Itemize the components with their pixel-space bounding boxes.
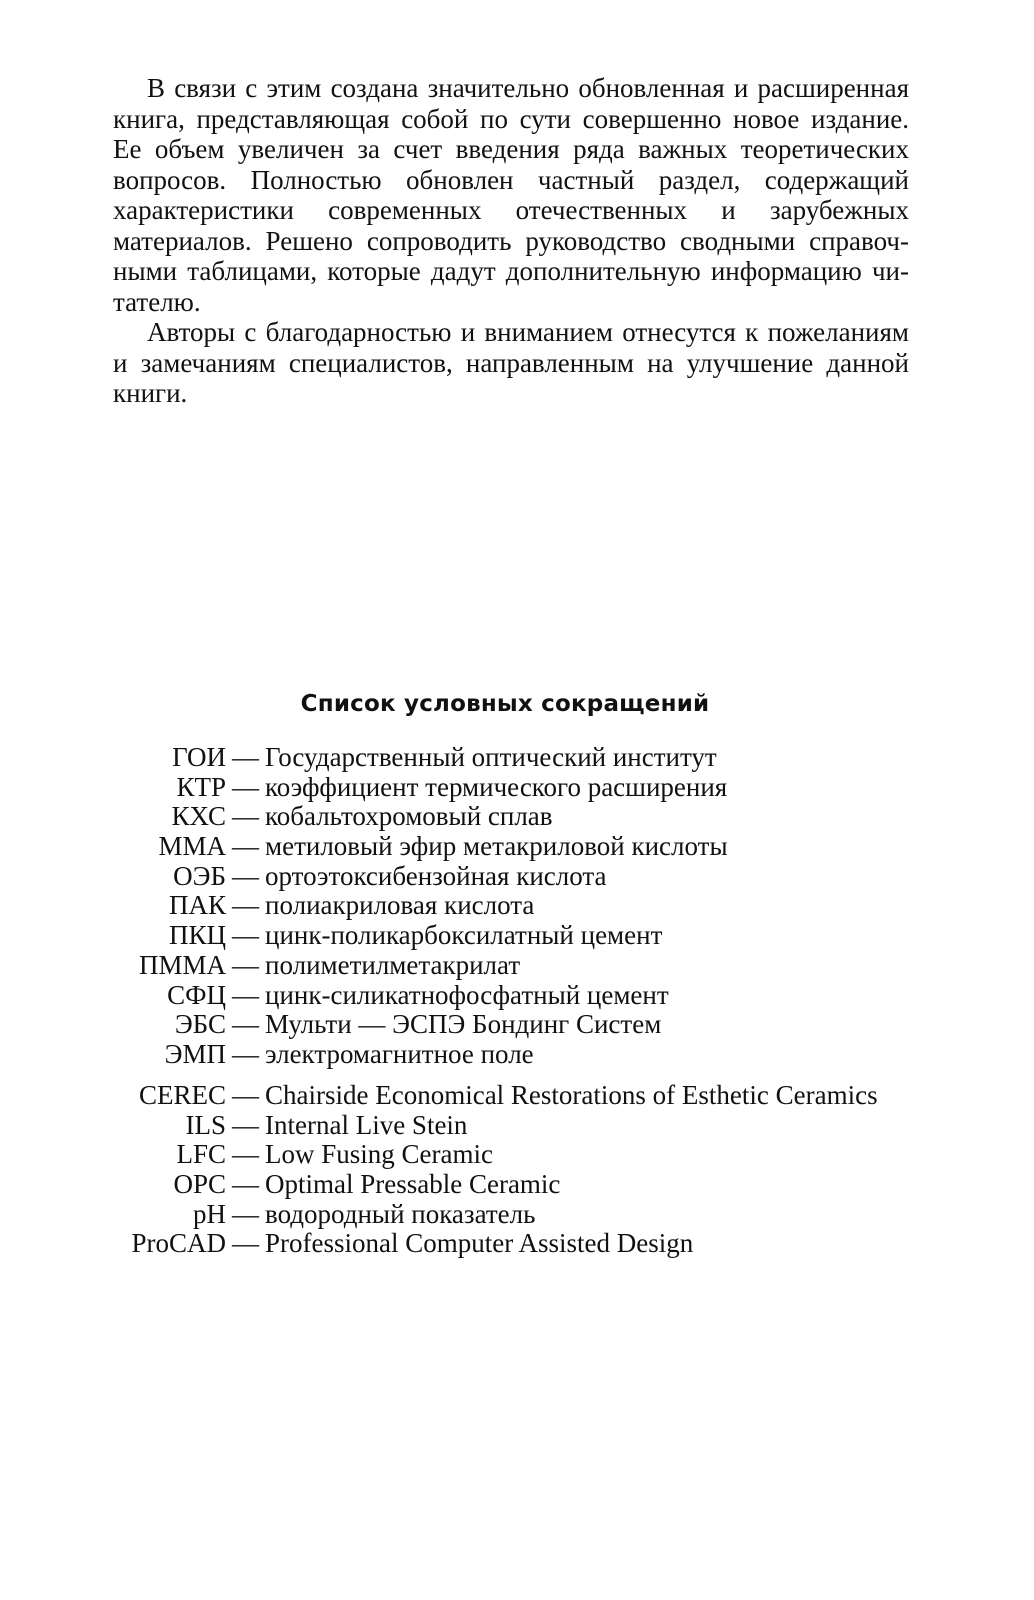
abbreviation-term: ILS bbox=[185, 1109, 226, 1140]
intro-paragraph: В связи с этим создана значительно обновленная и расширенная книга, представляющая собой по сути совершенно новое издание. Ее объем увеличен за счет введения ряда важных теоретических вопросов. Полностью обновлен частный раздел, содержащий характеристики современных отечественных и зарубежных материалов. Решено сопроводить руководство сводными справочными таблицами, которые дадут дополнительную информацию читателю. bbox=[113, 73, 909, 317]
abbreviation-dash: — bbox=[232, 1228, 259, 1259]
abbreviation-term: КТР bbox=[176, 771, 226, 802]
abbreviation-definition: полиакриловая кислота bbox=[265, 890, 535, 921]
abbreviation-entry bbox=[0, 743, 1034, 773]
abbreviation-entry bbox=[0, 1111, 1034, 1141]
abbreviation-definition: Professional Computer Assisted Design bbox=[265, 1228, 694, 1259]
abbreviation-dash: — bbox=[232, 1198, 259, 1229]
abbreviation-dash: — bbox=[232, 801, 259, 832]
abbreviation-definition: ортоэтоксибензойная кислота bbox=[265, 860, 607, 891]
abbreviation-entry bbox=[0, 1040, 1034, 1070]
abbreviation-term: ПКЦ bbox=[168, 920, 226, 951]
abbreviation-entry bbox=[0, 921, 1034, 951]
abbreviation-definition: Мульти — ЭСПЭ Бондинг Систем bbox=[265, 1009, 662, 1040]
abbreviation-entry bbox=[0, 832, 1034, 862]
abbreviation-dash: — bbox=[232, 1109, 259, 1140]
abbreviation-dash: — bbox=[232, 860, 259, 891]
abbreviation-term: СФЦ bbox=[167, 979, 226, 1010]
abbreviation-entry bbox=[0, 891, 1034, 921]
abbreviation-definition: Internal Live Stein bbox=[265, 1109, 468, 1140]
abbreviation-entry bbox=[0, 981, 1034, 1011]
abbreviation-definition: кобальтохромовый сплав bbox=[265, 801, 553, 832]
abbreviation-definition: Государственный оптический институт bbox=[265, 742, 717, 772]
abbreviation-dash: — bbox=[232, 1080, 259, 1110]
abbreviations-list-russian bbox=[0, 743, 1034, 1070]
abbreviation-dash: — bbox=[232, 831, 259, 862]
abbreviation-entry bbox=[0, 802, 1034, 832]
abbreviation-dash: — bbox=[232, 742, 259, 772]
abbreviation-dash: — bbox=[232, 771, 259, 802]
abbreviation-definition: электромагнитное поле bbox=[265, 1038, 534, 1069]
abbreviation-term: ProCAD bbox=[131, 1228, 226, 1259]
abbreviation-definition: цинк-поликарбоксилатный цемент bbox=[265, 920, 663, 951]
abbreviation-term: OPC bbox=[173, 1169, 226, 1200]
abbreviation-definition: водородный показатель bbox=[265, 1198, 536, 1229]
abbreviation-definition: метиловый эфир метакриловой кислоты bbox=[265, 831, 728, 862]
abbreviation-entry bbox=[0, 1081, 1034, 1111]
abbreviations-list-latin bbox=[0, 1081, 1034, 1259]
abbreviation-entry bbox=[0, 1229, 1034, 1259]
abbreviation-entry bbox=[0, 1200, 1034, 1230]
abbreviation-dash: — bbox=[232, 1139, 259, 1170]
abbreviation-term: ЭМП bbox=[164, 1038, 226, 1069]
abbreviation-term: CEREC bbox=[138, 1080, 226, 1110]
intro-paragraph: Авторы с благодарностью и вниманием отнесутся к пожеланиям и замечаниям специалистов, направленным на улучшение данной книги. bbox=[113, 317, 909, 408]
abbreviation-term: pH bbox=[193, 1198, 226, 1229]
abbreviation-definition: цинк-силикатнофосфатный цемент bbox=[265, 979, 669, 1010]
abbreviations-heading: Список условных сокращений bbox=[300, 691, 710, 717]
abbreviation-entry bbox=[0, 862, 1034, 892]
intro-text bbox=[113, 73, 909, 409]
abbreviation-definition: Optimal Pressable Ceramic bbox=[265, 1169, 561, 1200]
abbreviation-definition: полиметилметакрилат bbox=[265, 949, 521, 980]
abbreviation-dash: — bbox=[232, 949, 259, 980]
abbreviation-definition: коэффициент термического расширения bbox=[265, 771, 728, 802]
abbreviation-term: ПММА bbox=[138, 949, 226, 980]
abbreviation-term: ЭБС bbox=[174, 1009, 226, 1040]
abbreviation-term: КХС bbox=[171, 801, 226, 832]
abbreviation-entry bbox=[0, 773, 1034, 803]
abbreviation-term: LFC bbox=[176, 1139, 226, 1170]
abbreviation-entry bbox=[0, 1170, 1034, 1200]
abbreviation-dash: — bbox=[232, 1169, 259, 1200]
abbreviation-term: ОЭБ bbox=[173, 860, 226, 891]
abbreviation-dash: — bbox=[232, 890, 259, 921]
abbreviation-dash: — bbox=[232, 920, 259, 951]
abbreviation-entry bbox=[0, 1140, 1034, 1170]
abbreviation-dash: — bbox=[232, 1009, 259, 1040]
abbreviation-dash: — bbox=[232, 1038, 259, 1069]
abbreviation-entry bbox=[0, 951, 1034, 981]
abbreviation-definition: Low Fusing Ceramic bbox=[265, 1139, 493, 1170]
abbreviation-definition: Chairside Economical Restorations of Esthetic Ceramics bbox=[265, 1080, 878, 1110]
abbreviation-term: ГОИ bbox=[172, 742, 226, 772]
abbreviation-term: ММА bbox=[158, 831, 226, 862]
abbreviation-dash: — bbox=[232, 979, 259, 1010]
abbreviation-entry bbox=[0, 1010, 1034, 1040]
abbreviation-term: ПАК bbox=[168, 890, 226, 921]
